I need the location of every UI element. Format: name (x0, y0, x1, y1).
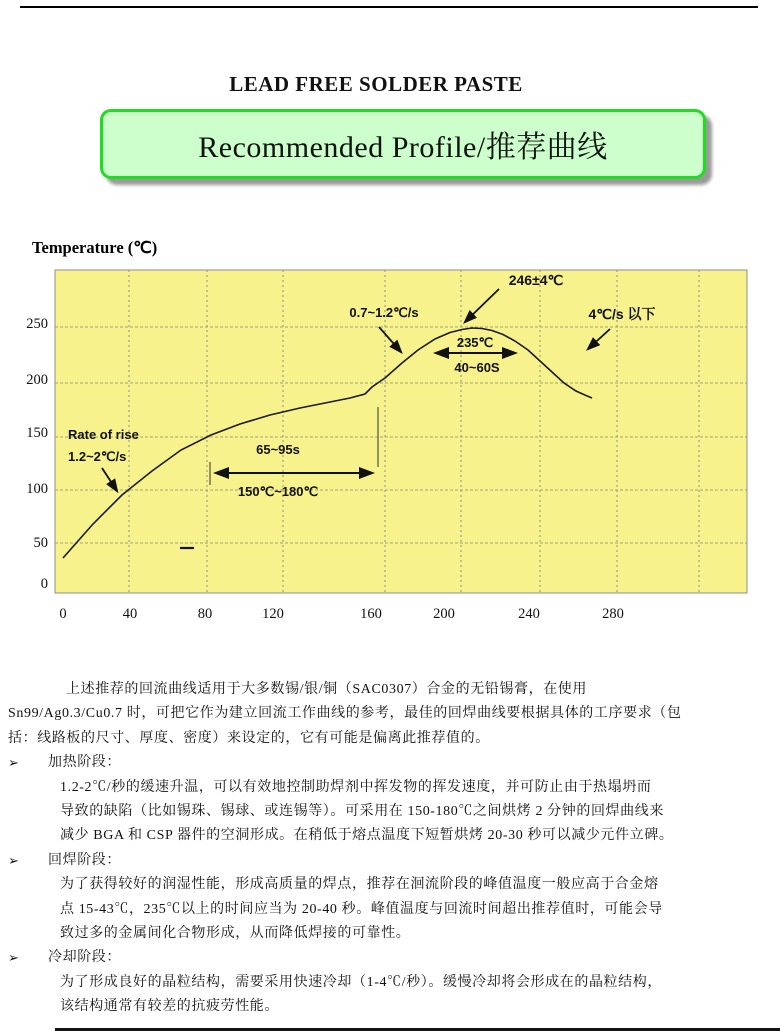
body-text (8, 678, 768, 1019)
bullet-arrow-icon: ➢ (8, 950, 20, 966)
chart-svg (20, 235, 775, 650)
page-title: LEAD FREE SOLDER PASTE (229, 72, 523, 96)
intro-line-3: 括：线路板的尺寸、厚度、密度）来设定的，它有可能是偏离此推荐值的。 (8, 730, 490, 746)
heating-line-1: 1.2-2℃/秒的缓速升温，可以有效地控制助焊剂中挥发物的挥发速度，并可防止由于热塌坍而 (60, 779, 652, 795)
above-temp-label: 235℃ (456, 335, 494, 350)
cool-rate-label: 4℃/s 以下 (588, 306, 656, 322)
x-axis-ticks (59, 606, 624, 622)
reflow-profile-chart (20, 235, 775, 650)
section-heading-reflow-label: 回焊阶段： (48, 852, 121, 868)
banner-label: Recommended Profile/推荐曲线 (198, 131, 608, 164)
x-tick-80: 80 (197, 606, 213, 622)
y-tick-100: 100 (26, 481, 48, 497)
y-axis-ticks (26, 316, 48, 592)
x-tick-0: 0 (59, 606, 67, 622)
top-rule (20, 6, 758, 8)
y-tick-200: 200 (26, 372, 48, 388)
reflow-line-2: 点 15-43℃，235℃以上的时间应当为 20-40 秒。峰值温度与回流时间超出推荐值时，可能会导 (60, 901, 663, 917)
rate-of-rise-label: Rate of rise (68, 427, 139, 442)
section-heading-reflow (8, 849, 768, 873)
soak-time-label: 65~95s (256, 442, 300, 457)
soak-temp-label: 150℃~180℃ (237, 484, 319, 499)
x-tick-120: 120 (262, 606, 284, 622)
heating-line-3: 减少 BGA 和 CSP 器件的空洞形成。在稍低于熔点温度下短暂烘烤 20-30 秒可以减少元件立碑。 (60, 828, 674, 844)
above-time-label: 40~60S (454, 360, 500, 375)
reflow-line-3: 致过多的金属间化合物形成，从而降低焊接的可靠性。 (60, 925, 411, 941)
section-heading-heating-label: 加热阶段： (48, 755, 121, 771)
intro-line-1: 上述推荐的回流曲线适用于大多数锡/银/铜（SAC0307）合金的无铅锡膏，在使用 (66, 682, 588, 697)
bullet-arrow-icon: ➢ (8, 755, 20, 771)
heating-line-2: 导致的缺陷（比如锡珠、锡球、或连锡等）。可采用在 150-180℃之间烘烤 2 分钟的回焊曲线来 (60, 803, 664, 819)
y-tick-250: 250 (26, 316, 48, 332)
x-tick-40: 40 (122, 606, 138, 622)
rate-of-rise-value: 1.2~2℃/s (68, 449, 127, 464)
cooling-line-2: 该结构通常有较差的抗疲劳性能。 (60, 999, 279, 1015)
y-tick-0: 0 (40, 576, 48, 592)
x-tick-240: 240 (518, 606, 540, 622)
y-tick-150: 150 (26, 425, 48, 441)
ramp-rate-label: 0.7~1.2℃/s (349, 305, 419, 320)
chart-title: Temperature (℃) (32, 238, 158, 257)
peak-temp-label: 246±4℃ (508, 272, 564, 288)
intro-line-2: Sn99/Ag0.3/Cu0.7 时，可把它作为建立回流工作曲线的参考，最佳的回焊曲线要根据具体的工序要求（包 (8, 706, 682, 722)
x-tick-160: 160 (360, 606, 382, 622)
section-heading-heating (8, 751, 768, 775)
cooling-line-1: 为了形成良好的晶粒结构，需要采用快速冷却（1-4℃/秒）。缓慢冷却将会形成在的晶粒结构， (60, 974, 662, 990)
section-heading-cooling (8, 946, 768, 970)
x-tick-200: 200 (433, 606, 455, 622)
bullet-arrow-icon: ➢ (8, 852, 20, 868)
recommended-profile-banner (100, 109, 706, 179)
section-heading-cooling-label: 冷却阶段： (48, 950, 121, 966)
y-tick-50: 50 (33, 535, 48, 551)
reflow-line-1: 为了获得较好的润湿性能，形成高质量的焊点，推荐在洄流阶段的峰值温度一般应高于合金熔 (60, 877, 659, 893)
x-tick-280: 280 (602, 606, 624, 622)
